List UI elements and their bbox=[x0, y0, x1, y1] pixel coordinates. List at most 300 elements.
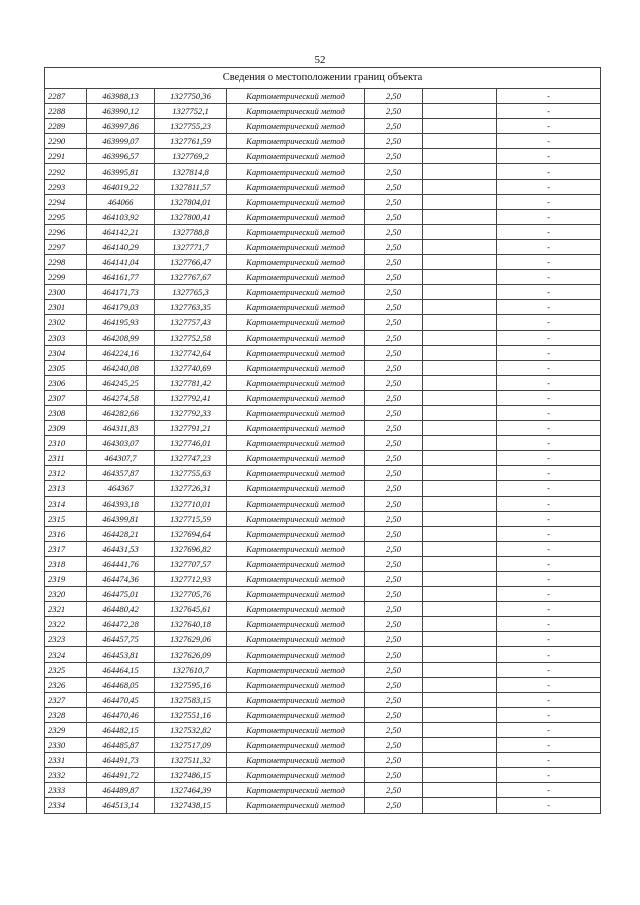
description-cell bbox=[423, 722, 497, 737]
table-row bbox=[45, 239, 601, 254]
point-number-cell: 2312 bbox=[45, 466, 87, 481]
x-coordinate-cell: 464019,22 bbox=[87, 179, 155, 194]
dash-cell: - bbox=[497, 134, 601, 149]
point-number-cell: 2319 bbox=[45, 572, 87, 587]
point-number-cell: 2309 bbox=[45, 421, 87, 436]
y-coordinate-cell: 1327750,36 bbox=[155, 89, 227, 104]
precision-cell: 2,50 bbox=[365, 541, 423, 556]
description-cell bbox=[423, 405, 497, 420]
y-coordinate-cell: 1327696,82 bbox=[155, 541, 227, 556]
x-coordinate-cell: 464470,46 bbox=[87, 707, 155, 722]
method-cell: Картометрический метод bbox=[227, 405, 365, 420]
dash-cell: - bbox=[497, 149, 601, 164]
y-coordinate-cell: 1327765,3 bbox=[155, 285, 227, 300]
precision-cell: 2,50 bbox=[365, 194, 423, 209]
table-row bbox=[45, 768, 601, 783]
x-coordinate-cell: 464141,04 bbox=[87, 255, 155, 270]
point-number-cell: 2321 bbox=[45, 602, 87, 617]
table-row bbox=[45, 104, 601, 119]
dash-cell: - bbox=[497, 330, 601, 345]
table-row bbox=[45, 662, 601, 677]
description-cell bbox=[423, 556, 497, 571]
table-row bbox=[45, 481, 601, 496]
dash-cell: - bbox=[497, 209, 601, 224]
method-cell: Картометрический метод bbox=[227, 239, 365, 254]
precision-cell: 2,50 bbox=[365, 285, 423, 300]
dash-cell: - bbox=[497, 572, 601, 587]
table-row bbox=[45, 526, 601, 541]
boundary-table-container bbox=[44, 67, 600, 814]
dash-cell: - bbox=[497, 345, 601, 360]
description-cell bbox=[423, 390, 497, 405]
dash-cell: - bbox=[497, 753, 601, 768]
description-cell bbox=[423, 375, 497, 390]
method-cell: Картометрический метод bbox=[227, 360, 365, 375]
dash-cell: - bbox=[497, 360, 601, 375]
description-cell bbox=[423, 602, 497, 617]
table-row bbox=[45, 617, 601, 632]
description-cell bbox=[423, 647, 497, 662]
point-number-cell: 2320 bbox=[45, 587, 87, 602]
method-cell: Картометрический метод bbox=[227, 647, 365, 662]
x-coordinate-cell: 464491,73 bbox=[87, 753, 155, 768]
table-row bbox=[45, 451, 601, 466]
precision-cell: 2,50 bbox=[365, 602, 423, 617]
y-coordinate-cell: 1327755,23 bbox=[155, 119, 227, 134]
x-coordinate-cell: 464367 bbox=[87, 481, 155, 496]
point-number-cell: 2298 bbox=[45, 255, 87, 270]
table-row bbox=[45, 602, 601, 617]
method-cell: Картометрический метод bbox=[227, 511, 365, 526]
precision-cell: 2,50 bbox=[365, 647, 423, 662]
x-coordinate-cell: 464224,16 bbox=[87, 345, 155, 360]
method-cell: Картометрический метод bbox=[227, 466, 365, 481]
y-coordinate-cell: 1327781,42 bbox=[155, 375, 227, 390]
x-coordinate-cell: 464428,21 bbox=[87, 526, 155, 541]
y-coordinate-cell: 1327771,7 bbox=[155, 239, 227, 254]
description-cell bbox=[423, 104, 497, 119]
x-coordinate-cell: 464468,05 bbox=[87, 677, 155, 692]
y-coordinate-cell: 1327755,63 bbox=[155, 466, 227, 481]
table-title-row bbox=[45, 68, 601, 89]
table-row bbox=[45, 330, 601, 345]
x-coordinate-cell: 464161,77 bbox=[87, 270, 155, 285]
precision-cell: 2,50 bbox=[365, 209, 423, 224]
table-row bbox=[45, 798, 601, 813]
precision-cell: 2,50 bbox=[365, 722, 423, 737]
point-number-cell: 2329 bbox=[45, 722, 87, 737]
dash-cell: - bbox=[497, 179, 601, 194]
precision-cell: 2,50 bbox=[365, 436, 423, 451]
point-number-cell: 2322 bbox=[45, 617, 87, 632]
method-cell: Картометрический метод bbox=[227, 436, 365, 451]
description-cell bbox=[423, 783, 497, 798]
precision-cell: 2,50 bbox=[365, 798, 423, 813]
precision-cell: 2,50 bbox=[365, 375, 423, 390]
x-coordinate-cell: 464307,7 bbox=[87, 451, 155, 466]
y-coordinate-cell: 1327766,47 bbox=[155, 255, 227, 270]
table-title: Сведения о местоположении границ объекта bbox=[45, 68, 601, 89]
y-coordinate-cell: 1327610,7 bbox=[155, 662, 227, 677]
dash-cell: - bbox=[497, 662, 601, 677]
dash-cell: - bbox=[497, 632, 601, 647]
precision-cell: 2,50 bbox=[365, 783, 423, 798]
x-coordinate-cell: 464470,45 bbox=[87, 692, 155, 707]
x-coordinate-cell: 463997,86 bbox=[87, 119, 155, 134]
dash-cell: - bbox=[497, 300, 601, 315]
point-number-cell: 2311 bbox=[45, 451, 87, 466]
y-coordinate-cell: 1327583,15 bbox=[155, 692, 227, 707]
y-coordinate-cell: 1327511,32 bbox=[155, 753, 227, 768]
y-coordinate-cell: 1327595,16 bbox=[155, 677, 227, 692]
table-row bbox=[45, 541, 601, 556]
point-number-cell: 2314 bbox=[45, 496, 87, 511]
table-row bbox=[45, 255, 601, 270]
dash-cell: - bbox=[497, 738, 601, 753]
x-coordinate-cell: 464482,15 bbox=[87, 722, 155, 737]
description-cell bbox=[423, 270, 497, 285]
description-cell bbox=[423, 134, 497, 149]
point-number-cell: 2295 bbox=[45, 209, 87, 224]
point-number-cell: 2326 bbox=[45, 677, 87, 692]
table-row bbox=[45, 194, 601, 209]
y-coordinate-cell: 1327705,76 bbox=[155, 587, 227, 602]
description-cell bbox=[423, 451, 497, 466]
dash-cell: - bbox=[497, 466, 601, 481]
description-cell bbox=[423, 149, 497, 164]
description-cell bbox=[423, 677, 497, 692]
method-cell: Картометрический метод bbox=[227, 224, 365, 239]
method-cell: Картометрический метод bbox=[227, 617, 365, 632]
x-coordinate-cell: 463990,12 bbox=[87, 104, 155, 119]
table-row bbox=[45, 738, 601, 753]
x-coordinate-cell: 463988,13 bbox=[87, 89, 155, 104]
method-cell: Картометрический метод bbox=[227, 632, 365, 647]
precision-cell: 2,50 bbox=[365, 390, 423, 405]
x-coordinate-cell: 464274,58 bbox=[87, 390, 155, 405]
dash-cell: - bbox=[497, 722, 601, 737]
table-row bbox=[45, 466, 601, 481]
precision-cell: 2,50 bbox=[365, 511, 423, 526]
boundary-table bbox=[44, 67, 601, 814]
description-cell bbox=[423, 466, 497, 481]
page-number: 52 bbox=[314, 54, 326, 66]
y-coordinate-cell: 1327710,01 bbox=[155, 496, 227, 511]
method-cell: Картометрический метод bbox=[227, 738, 365, 753]
point-number-cell: 2330 bbox=[45, 738, 87, 753]
description-cell bbox=[423, 255, 497, 270]
method-cell: Картометрический метод bbox=[227, 330, 365, 345]
x-coordinate-cell: 464513,14 bbox=[87, 798, 155, 813]
x-coordinate-cell: 464303,07 bbox=[87, 436, 155, 451]
y-coordinate-cell: 1327532,82 bbox=[155, 722, 227, 737]
x-coordinate-cell: 464489,87 bbox=[87, 783, 155, 798]
method-cell: Картометрический метод bbox=[227, 526, 365, 541]
dash-cell: - bbox=[497, 692, 601, 707]
method-cell: Картометрический метод bbox=[227, 104, 365, 119]
description-cell bbox=[423, 617, 497, 632]
description-cell bbox=[423, 541, 497, 556]
dash-cell: - bbox=[497, 224, 601, 239]
description-cell bbox=[423, 496, 497, 511]
x-coordinate-cell: 464171,73 bbox=[87, 285, 155, 300]
x-coordinate-cell: 464399,81 bbox=[87, 511, 155, 526]
description-cell bbox=[423, 738, 497, 753]
table-row bbox=[45, 390, 601, 405]
x-coordinate-cell: 463996,57 bbox=[87, 149, 155, 164]
method-cell: Картометрический метод bbox=[227, 677, 365, 692]
precision-cell: 2,50 bbox=[365, 617, 423, 632]
table-row bbox=[45, 572, 601, 587]
table-row bbox=[45, 496, 601, 511]
dash-cell: - bbox=[497, 587, 601, 602]
point-number-cell: 2305 bbox=[45, 360, 87, 375]
y-coordinate-cell: 1327752,1 bbox=[155, 104, 227, 119]
precision-cell: 2,50 bbox=[365, 89, 423, 104]
method-cell: Картометрический метод bbox=[227, 149, 365, 164]
description-cell bbox=[423, 119, 497, 134]
dash-cell: - bbox=[497, 677, 601, 692]
dash-cell: - bbox=[497, 768, 601, 783]
precision-cell: 2,50 bbox=[365, 738, 423, 753]
y-coordinate-cell: 1327746,01 bbox=[155, 436, 227, 451]
point-number-cell: 2310 bbox=[45, 436, 87, 451]
description-cell bbox=[423, 300, 497, 315]
y-coordinate-cell: 1327814,8 bbox=[155, 164, 227, 179]
x-coordinate-cell: 464485,87 bbox=[87, 738, 155, 753]
point-number-cell: 2327 bbox=[45, 692, 87, 707]
x-coordinate-cell: 464066 bbox=[87, 194, 155, 209]
precision-cell: 2,50 bbox=[365, 768, 423, 783]
precision-cell: 2,50 bbox=[365, 587, 423, 602]
description-cell bbox=[423, 224, 497, 239]
method-cell: Картометрический метод bbox=[227, 345, 365, 360]
y-coordinate-cell: 1327761,59 bbox=[155, 134, 227, 149]
description-cell bbox=[423, 632, 497, 647]
dash-cell: - bbox=[497, 707, 601, 722]
y-coordinate-cell: 1327747,23 bbox=[155, 451, 227, 466]
dash-cell: - bbox=[497, 239, 601, 254]
table-row bbox=[45, 360, 601, 375]
dash-cell: - bbox=[497, 255, 601, 270]
method-cell: Картометрический метод bbox=[227, 707, 365, 722]
dash-cell: - bbox=[497, 375, 601, 390]
point-number-cell: 2324 bbox=[45, 647, 87, 662]
table-row bbox=[45, 647, 601, 662]
precision-cell: 2,50 bbox=[365, 421, 423, 436]
precision-cell: 2,50 bbox=[365, 572, 423, 587]
y-coordinate-cell: 1327551,16 bbox=[155, 707, 227, 722]
method-cell: Картометрический метод bbox=[227, 375, 365, 390]
dash-cell: - bbox=[497, 270, 601, 285]
dash-cell: - bbox=[497, 315, 601, 330]
method-cell: Картометрический метод bbox=[227, 179, 365, 194]
y-coordinate-cell: 1327742,64 bbox=[155, 345, 227, 360]
dash-cell: - bbox=[497, 647, 601, 662]
precision-cell: 2,50 bbox=[365, 330, 423, 345]
method-cell: Картометрический метод bbox=[227, 798, 365, 813]
y-coordinate-cell: 1327715,59 bbox=[155, 511, 227, 526]
y-coordinate-cell: 1327769,2 bbox=[155, 149, 227, 164]
description-cell bbox=[423, 345, 497, 360]
table-row bbox=[45, 692, 601, 707]
precision-cell: 2,50 bbox=[365, 104, 423, 119]
method-cell: Картометрический метод bbox=[227, 164, 365, 179]
x-coordinate-cell: 463999,07 bbox=[87, 134, 155, 149]
y-coordinate-cell: 1327712,93 bbox=[155, 572, 227, 587]
dash-cell: - bbox=[497, 496, 601, 511]
y-coordinate-cell: 1327767,67 bbox=[155, 270, 227, 285]
table-row bbox=[45, 677, 601, 692]
precision-cell: 2,50 bbox=[365, 224, 423, 239]
y-coordinate-cell: 1327757,43 bbox=[155, 315, 227, 330]
x-coordinate-cell: 464195,93 bbox=[87, 315, 155, 330]
description-cell bbox=[423, 526, 497, 541]
precision-cell: 2,50 bbox=[365, 466, 423, 481]
x-coordinate-cell: 464464,15 bbox=[87, 662, 155, 677]
dash-cell: - bbox=[497, 164, 601, 179]
dash-cell: - bbox=[497, 89, 601, 104]
dash-cell: - bbox=[497, 390, 601, 405]
dash-cell: - bbox=[497, 436, 601, 451]
precision-cell: 2,50 bbox=[365, 239, 423, 254]
precision-cell: 2,50 bbox=[365, 526, 423, 541]
dash-cell: - bbox=[497, 421, 601, 436]
method-cell: Картометрический метод bbox=[227, 194, 365, 209]
point-number-cell: 2317 bbox=[45, 541, 87, 556]
precision-cell: 2,50 bbox=[365, 119, 423, 134]
point-number-cell: 2299 bbox=[45, 270, 87, 285]
point-number-cell: 2300 bbox=[45, 285, 87, 300]
method-cell: Картометрический метод bbox=[227, 541, 365, 556]
method-cell: Картометрический метод bbox=[227, 602, 365, 617]
point-number-cell: 2296 bbox=[45, 224, 87, 239]
dash-cell: - bbox=[497, 511, 601, 526]
precision-cell: 2,50 bbox=[365, 345, 423, 360]
point-number-cell: 2287 bbox=[45, 89, 87, 104]
table-row bbox=[45, 511, 601, 526]
point-number-cell: 2302 bbox=[45, 315, 87, 330]
y-coordinate-cell: 1327626,09 bbox=[155, 647, 227, 662]
table-row bbox=[45, 134, 601, 149]
table-row bbox=[45, 375, 601, 390]
description-cell bbox=[423, 587, 497, 602]
dash-cell: - bbox=[497, 556, 601, 571]
y-coordinate-cell: 1327629,06 bbox=[155, 632, 227, 647]
point-number-cell: 2328 bbox=[45, 707, 87, 722]
description-cell bbox=[423, 768, 497, 783]
x-coordinate-cell: 464475,01 bbox=[87, 587, 155, 602]
dash-cell: - bbox=[497, 119, 601, 134]
x-coordinate-cell: 464441,76 bbox=[87, 556, 155, 571]
y-coordinate-cell: 1327788,8 bbox=[155, 224, 227, 239]
description-cell bbox=[423, 285, 497, 300]
description-cell bbox=[423, 572, 497, 587]
table-row bbox=[45, 345, 601, 360]
method-cell: Картометрический метод bbox=[227, 89, 365, 104]
x-coordinate-cell: 464474,36 bbox=[87, 572, 155, 587]
method-cell: Картометрический метод bbox=[227, 556, 365, 571]
dash-cell: - bbox=[497, 104, 601, 119]
y-coordinate-cell: 1327707,57 bbox=[155, 556, 227, 571]
dash-cell: - bbox=[497, 602, 601, 617]
description-cell bbox=[423, 798, 497, 813]
y-coordinate-cell: 1327791,21 bbox=[155, 421, 227, 436]
point-number-cell: 2331 bbox=[45, 753, 87, 768]
description-cell bbox=[423, 692, 497, 707]
method-cell: Картометрический метод bbox=[227, 134, 365, 149]
method-cell: Картометрический метод bbox=[227, 209, 365, 224]
x-coordinate-cell: 464311,83 bbox=[87, 421, 155, 436]
table-row bbox=[45, 707, 601, 722]
table-row bbox=[45, 753, 601, 768]
precision-cell: 2,50 bbox=[365, 149, 423, 164]
x-coordinate-cell: 464103,92 bbox=[87, 209, 155, 224]
y-coordinate-cell: 1327640,18 bbox=[155, 617, 227, 632]
description-cell bbox=[423, 315, 497, 330]
dash-cell: - bbox=[497, 541, 601, 556]
precision-cell: 2,50 bbox=[365, 179, 423, 194]
y-coordinate-cell: 1327763,35 bbox=[155, 300, 227, 315]
table-row bbox=[45, 405, 601, 420]
point-number-cell: 2315 bbox=[45, 511, 87, 526]
table-row bbox=[45, 315, 601, 330]
precision-cell: 2,50 bbox=[365, 134, 423, 149]
y-coordinate-cell: 1327464,39 bbox=[155, 783, 227, 798]
point-number-cell: 2332 bbox=[45, 768, 87, 783]
point-number-cell: 2301 bbox=[45, 300, 87, 315]
x-coordinate-cell: 464457,75 bbox=[87, 632, 155, 647]
table-row bbox=[45, 224, 601, 239]
y-coordinate-cell: 1327486,15 bbox=[155, 768, 227, 783]
table-row bbox=[45, 285, 601, 300]
method-cell: Картометрический метод bbox=[227, 451, 365, 466]
precision-cell: 2,50 bbox=[365, 753, 423, 768]
point-number-cell: 2292 bbox=[45, 164, 87, 179]
method-cell: Картометрический метод bbox=[227, 481, 365, 496]
method-cell: Картометрический метод bbox=[227, 783, 365, 798]
y-coordinate-cell: 1327804,01 bbox=[155, 194, 227, 209]
point-number-cell: 2316 bbox=[45, 526, 87, 541]
y-coordinate-cell: 1327740,69 bbox=[155, 360, 227, 375]
y-coordinate-cell: 1327438,15 bbox=[155, 798, 227, 813]
table-row bbox=[45, 722, 601, 737]
precision-cell: 2,50 bbox=[365, 496, 423, 511]
method-cell: Картометрический метод bbox=[227, 270, 365, 285]
point-number-cell: 2306 bbox=[45, 375, 87, 390]
method-cell: Картометрический метод bbox=[227, 119, 365, 134]
description-cell bbox=[423, 209, 497, 224]
y-coordinate-cell: 1327517,09 bbox=[155, 738, 227, 753]
method-cell: Картометрический метод bbox=[227, 255, 365, 270]
point-number-cell: 2289 bbox=[45, 119, 87, 134]
table-row bbox=[45, 270, 601, 285]
y-coordinate-cell: 1327800,41 bbox=[155, 209, 227, 224]
precision-cell: 2,50 bbox=[365, 481, 423, 496]
table-row bbox=[45, 783, 601, 798]
x-coordinate-cell: 464245,25 bbox=[87, 375, 155, 390]
point-number-cell: 2307 bbox=[45, 390, 87, 405]
x-coordinate-cell: 464208,99 bbox=[87, 330, 155, 345]
dash-cell: - bbox=[497, 798, 601, 813]
dash-cell: - bbox=[497, 783, 601, 798]
x-coordinate-cell: 464393,18 bbox=[87, 496, 155, 511]
point-number-cell: 2308 bbox=[45, 405, 87, 420]
x-coordinate-cell: 464282,66 bbox=[87, 405, 155, 420]
description-cell bbox=[423, 662, 497, 677]
description-cell bbox=[423, 707, 497, 722]
point-number-cell: 2291 bbox=[45, 149, 87, 164]
